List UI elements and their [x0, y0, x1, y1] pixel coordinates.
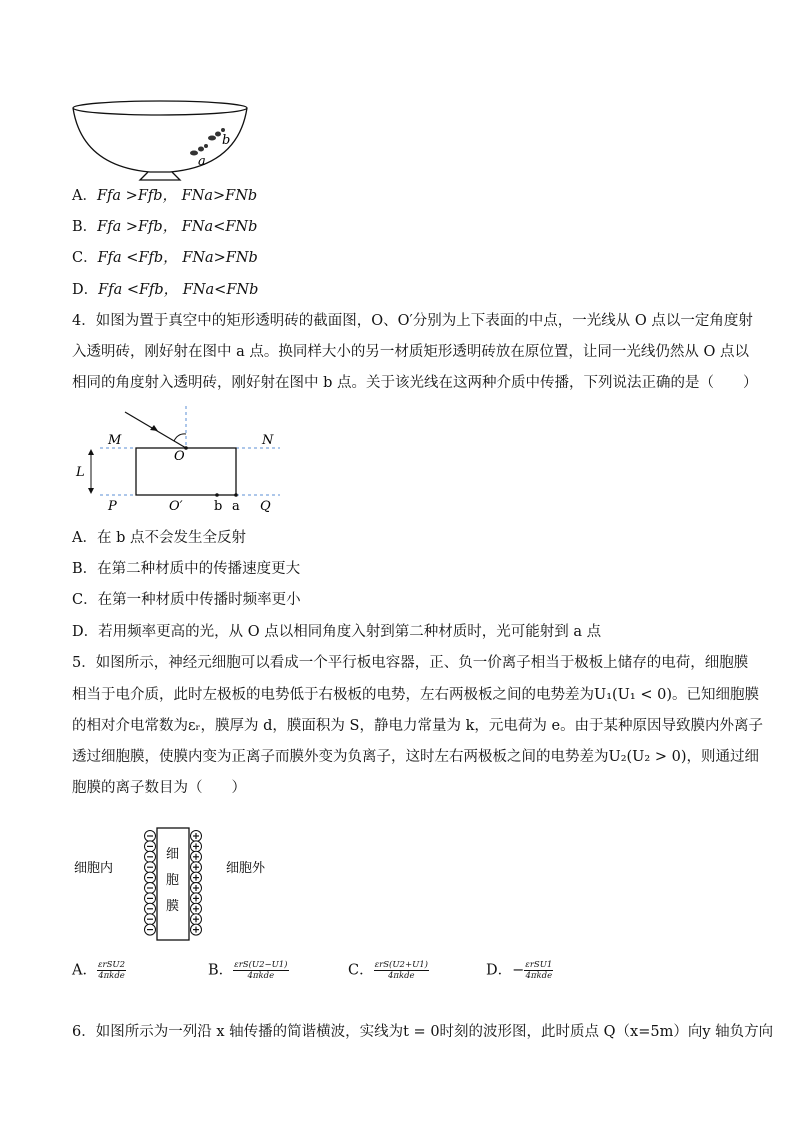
l-arrow-up-icon — [88, 449, 94, 455]
label-n: N — [262, 433, 274, 448]
point-a — [234, 493, 238, 497]
fraction-c: $\frac{\text{εrS(U2+U1)}}{\text{4πkde}}$ — [374, 960, 428, 981]
negative-ions — [145, 831, 156, 936]
membrane-char-2: 胞 — [166, 873, 180, 888]
q5-option-b[interactable]: B． $\frac{\text{εrS(U2−U1)}}{\text{4πkde}}$ — [208, 960, 288, 981]
point-b — [215, 493, 219, 497]
q5-option-c[interactable]: C． $\frac{\text{εrS(U2+U1)}}{\text{4πkde}}$ — [348, 960, 428, 981]
angle-arc — [174, 434, 186, 441]
q5-stem-line-4: 透过细胞膜，使膜内变为正离子而膜外变为负离子，这时左右两极板之间的电势差为U₂(U₂ > 0)，则通过细 — [72, 749, 759, 765]
q4-option-c[interactable]: C．在第一种材质中传播时频率更小 — [72, 592, 301, 608]
fraction-b: $\frac{\text{εrS(U2−U1)}}{\text{4πkde}}$ — [234, 960, 288, 981]
fraction-a: $\frac{\text{εrSU2}}{\text{4πkde}}$ — [97, 960, 126, 981]
label-m: M — [108, 433, 122, 448]
q3-option-c[interactable]: C．Ffa <Ffb， FNa>FNb — [72, 250, 258, 266]
point-o — [184, 446, 188, 450]
bowl-body — [73, 108, 247, 172]
positive-ions — [191, 831, 202, 936]
label-outside: 细胞外 — [226, 861, 266, 876]
q4-stem-line-2: 入透明砖，刚好射在图中 a 点。换同样大小的另一材质矩形透明砖放在原位置，让同一光线仍然从 O 点以 — [72, 344, 749, 360]
q5-option-a[interactable]: A． $\frac{\text{εrSU2}}{\text{4πkde}}$ — [72, 960, 126, 981]
label-q: Q — [260, 499, 271, 514]
q4-option-b[interactable]: B．在第二种材质中的传播速度更大 — [72, 561, 301, 577]
q5-stem-line-5: 胞膜的离子数目为（ ） — [72, 780, 246, 796]
glass-brick — [136, 448, 236, 495]
bowl-rim — [73, 101, 247, 115]
label-a: a — [198, 154, 206, 169]
label-b: b — [222, 133, 231, 148]
l-arrow-down-icon — [88, 488, 94, 494]
cell-membrane-figure — [74, 808, 284, 943]
label-p: P — [108, 499, 117, 514]
label-o: O — [174, 449, 185, 464]
bowl-figure — [70, 96, 260, 186]
q3-option-d[interactable]: D．Ffa <Ffb， FNa<FNb — [72, 282, 259, 298]
label-l: L — [76, 465, 85, 480]
q5-stem-line-2: 相当于电介质，此时左极板的电势低于右极板的电势，左右两极板之间的电势差为U₁(U₁ < 0)。已知细胞膜 — [72, 687, 759, 703]
fraction-d: $\frac{\text{εrSU1}}{\text{4πkde}}$ — [525, 960, 553, 981]
q6-stem-line-1: 6．如图所示为一列沿 x 轴传播的简谐横波，实线为t = 0时刻的波形图，此时质点 Q（x=5m）向y 轴负方向 — [72, 1024, 774, 1040]
glass-brick-figure — [70, 400, 285, 518]
label-a-point: a — [232, 499, 240, 514]
q4-stem-line-3: 相同的角度射入透明砖，刚好射在图中 b 点。关于该光线在这两种介质中传播，下列说法正确的是（ ） — [72, 375, 758, 391]
q5-option-d[interactable]: D．− $\frac{\text{εrSU1}}{\text{4πkde}}$ — [486, 960, 553, 981]
q4-option-d[interactable]: D．若用频率更高的光，从 O 点以相同角度入射到第二种材质时，光可能射到 a 点 — [72, 624, 602, 640]
q4-stem-line-1: 4．如图为置于真空中的矩形透明砖的截面图，O、O′分别为上下表面的中点，一光线从 O 点以一定角度射 — [72, 313, 753, 329]
label-inside: 细胞内 — [74, 861, 114, 876]
q5-stem-line-3: 的相对介电常数为εᵣ，膜厚为 d，膜面积为 S，静电力常量为 k，元电荷为 e。由于某种原因导致膜内外离子 — [72, 718, 764, 734]
q3-option-a[interactable]: A．Ffa >Ffb， FNa>FNb — [72, 188, 258, 204]
membrane-char-1: 细 — [166, 847, 180, 862]
q4-option-a[interactable]: A．在 b 点不会发生全反射 — [72, 530, 246, 546]
q3-option-b[interactable]: B．Ffa >Ffb， FNa<FNb — [72, 219, 258, 235]
label-o-prime: O′ — [169, 499, 183, 514]
membrane-char-3: 膜 — [166, 899, 180, 914]
label-b-point: b — [214, 499, 223, 514]
bowl-base — [140, 172, 180, 180]
q5-stem-line-1: 5．如图所示，神经元细胞可以看成一个平行板电容器，正、负一价离子相当于极板上储存的电荷，细胞膜 — [72, 655, 749, 671]
